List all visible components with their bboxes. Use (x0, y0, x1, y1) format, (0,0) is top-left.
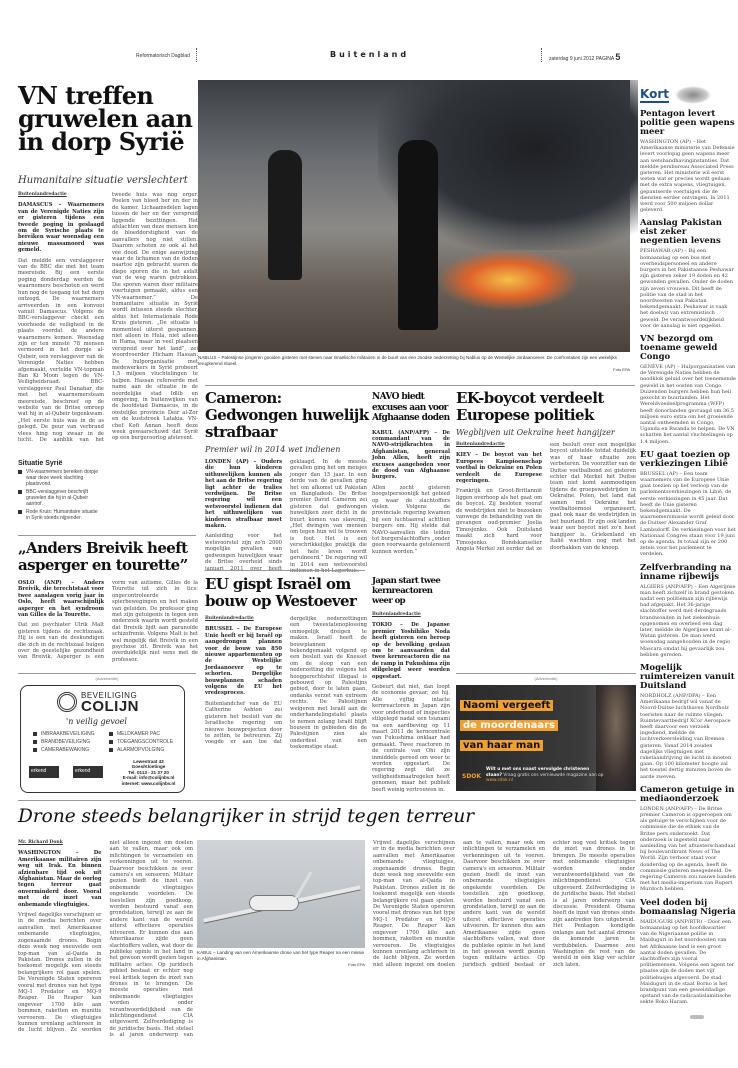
article-cameron-block (205, 389, 370, 574)
news-brief (640, 786, 736, 893)
article-ek (456, 442, 636, 666)
lead: LONDEN (AP) – Ouders die hun kinderen uithuwelijken kunnen als het aan de Britse regering ligt achter de tralies verdwijnen. De Britse regering wil een wetsvoorstel indienen dat het uithuwelijken van kinderen strafbaar moet maken. (205, 459, 282, 530)
date-page (549, 52, 620, 62)
ad-headline-line: de moordenaars (460, 720, 558, 731)
kort-title: Kort (640, 87, 669, 101)
brief-text: LONDEN (ANP/AFP) – De Britse premier Cameron is opgeroepen om als getuige te verschijnen voor de commissie die de ethiek van de Britse pers onderzoekt. Dat onderzoek is ingesteld naar aanleiding van het afluisterschandaal bij boulevardkrant News of The World. Zijn verhoor staat voor donderdag op de agenda, heeft de commissie gisteren meegedeeld. De regering-Cameron zou nauwe banden met het media-imperium van Rupert Murdoch hebben. (640, 805, 736, 893)
lead: TOKIO – De Japanse premier Yoshihiko Noda heeft gisteren een beroep op de bevolking gedaan om te aanvaarden dat twee kernreactoren die na de ramp in Fukushima zijn stilgelegd weer worden opgestart. (372, 622, 450, 680)
paper-name: Reformatorisch Dagblad (136, 53, 190, 59)
colijn-logo-icon (57, 692, 77, 712)
ad-text: Vraag gratis ons vernieuwde magazine aan op (503, 772, 604, 778)
ad-headline-line: Naomi vergeeft (460, 700, 553, 711)
headline-eu: EU gispt Israël om bouw op Westoever (205, 575, 357, 610)
brief-title: VN bezorgd om toename geweld Congo (640, 334, 718, 363)
headline-cameron: Cameron: Gedwongen huwelijk strafbaar (205, 389, 369, 441)
cert-logo-icon: erkend (29, 766, 59, 778)
city: Goes/Kloetinge (131, 764, 166, 770)
email-link[interactable]: E-mail: info@colijnbv.nl (122, 775, 175, 781)
section-title: Buitenland (330, 50, 410, 59)
article-drone-col2 (373, 840, 635, 1040)
byline: Buitenlandredactie (372, 612, 421, 617)
lead: KIEV – De boycot van het Europees Kampioenschap voetbal in Oekraïne en Polen verdeelt de Europese regeringen. (456, 452, 542, 485)
article-japan-block (372, 576, 452, 792)
news-brief (640, 899, 736, 1006)
divider (196, 48, 197, 62)
brief-title: Cameron getuige in mediaonderzoek (640, 784, 735, 804)
headline-breivik: „Anders Breivik heeft asperger en tourette” (18, 539, 188, 574)
fact-item: VN-waarnemers bereiken dorpje waar deze week slachting plaatsvond. (18, 469, 100, 487)
service: INBRAAKBEVEILIGING (33, 731, 108, 737)
article-navo (372, 430, 450, 567)
fire (438, 250, 578, 310)
service: MELDKAMER PAC (109, 731, 184, 737)
headline-japan: Japan start twee kernreactoren weer op (372, 576, 441, 606)
divider (456, 673, 636, 674)
website-link[interactable]: internet: www.colijnbv.nl (121, 780, 176, 786)
subtitle-cameron: Premier wil in 2014 wet indienen (205, 445, 341, 454)
fact-box-title: Situatie Syrië (18, 460, 63, 467)
brand-top: BEVEILIGING (81, 691, 138, 700)
brief-text: BRUSSEL (AP) – Een team waarnemers van de Europese Unie gaat toezien op het verloop van de parlementsverkiezingen in Libië, de eerste verkiezingen in 45 jaar. Dat heeft de Unie gisteren bekendgemaakt. De waarnemersmissie wordt geleid door de Duitser Alexander Graf Lambsdorff. De verkiezingen voor het Nationaal Congres staan voor 19 juni op de agenda. In totaal zijn er 200 zetels voor het parlement te verdelen. (640, 470, 736, 558)
service: ALARMOPVOLGING (109, 747, 184, 753)
divider (18, 535, 196, 536)
brief-text: PESHAWAR (AP) – Bij een bomaanslag op een bus met overheidspersoneel en andere burgers in het Pakistaanse Peshawar zijn gisteren zeker 19 doden en 42 gewonden gevallen. Onder de doden zijn zeven vrouwen. Dit heeft de politie van de stad in het noordwesten van Pakistan bekendgemaakt. Peshawar is vaak het doelwit van extremistisch geweld. De verantwoordelijkheid voor de aanslag is niet opgeëist. (640, 248, 734, 329)
article-eu (205, 616, 367, 792)
body-text: Dat meldde een verslaggever van de BBC die met het team meereisde. Bij een eerste poging donderdag werden de waarnemers beschoten en werd hun nog de toegang tot het dorp ontzegd. De waarnemers arriveerden in een konvooi vanuit Damascus. Volgens de BBC-verslaggever checkt een voorhoede de veiligheid in de plaats voordat de andere waarnemers komen. Woensdag zijn er ten minste 78 mensen vermoord in het dorpje al-Qubeir, een verslaggever van de Verenigde Naties hebben afgemaakt, vertelde VN-topman Ban Ki Moon tegen de VN-Veiligheidsraad. BBC-verslaggever Paul Danahar, die met het waarnemersteam meereisde, beschreef op de website van de Britse omroep wat hij in al-Qubeir tegenkwam. „Het eerste huis was in de as gelegd. De geur van verbrand vlees hing nog zwaar in de lucht. De aanblik van het tweede huis was nog erger. Poelen van bloed her en der in de kamer. Lichaamsdelen lagen tussen de her en der verspreid liggende bezittingen. Het afslachten van deze mensen kon de bloeddorstigheid van de aanvallers nog niet stillen. Daarom schoten ze ook al het vee dood. De enige aanwijzing waar de lichamen van de doden naartoe zijn gebracht waren de diepe sporen die in het asfalt van de weg waren getrokken. Die sporen waren door militaire voertuigen gemaakt, aldus een VN-waarnemer.” De humanitaire situatie in Syrië wordt intussen steeds slechter, aldus het Internationale Rode Kruis gisteren. „De situatie is momenteel uiterst gespannen, niet alleen in Hula, niet alleen in Hama, maar in veel plaatsen verspreid over het land”, zei woordvoerder Hicham Hassan. De hulporganisatie met medewerkers in Syrië probeert 1,5 miljoen vluchtelingen te helpen. Hassan refereerde met name aan de situatie in de noordelijke stad Idlib en omgeving, in buitenwijken van de hoofdstad Damascus, in de oostelijke provincie Deir al-Zor en de kuststreek Latakia. VN-chef Kofi Annan heeft deze week gewaarschuwd dat Syrië op een burgeroorlog afstevent. (18, 192, 198, 444)
sdok-logo: SDOK (462, 773, 482, 780)
world-map-icon (675, 86, 711, 104)
photo-caption (198, 355, 630, 372)
ad-colijn[interactable] (20, 685, 185, 793)
lead: WASHINGTON – De Amerikaanse militairen zijn weg uit Irak. En binnen afzienbare tijd ook uit Afghanistan. Maar de oorlog tegen terreur gaat onverminderd door. Vooral met de inzet van onbemande vliegtuigjes. (18, 850, 102, 908)
fact-item: BBC-verslaggever beschrijft gruwelen die hij in al-Qubeir aantrof. (18, 489, 100, 507)
caption-text: NABLUS – Palestijnse jongeren gooiden gisteren met stenen naar Israëlische militairen in de buurt van een Joodse nederzetting bij Nablus op de Westelijke Jordaanoever. De confrontaties zijn een wekelijks terugkerend ritueel. (198, 355, 617, 366)
person-silhouette (268, 150, 302, 280)
byline: Buitenlandredactie (456, 442, 505, 447)
news-brief (640, 335, 736, 445)
divider (541, 48, 542, 62)
byline: Mr. Richard Donk (18, 840, 63, 845)
body-text: Aanleiding voor het wetsvoorstel zijn zo'n 2000 mogelijke gevallen van gedwongen huwelijken waar de Britse overheid sinds januari 2011 over heeft geklaagd. In de meeste gevallen ging het om meisjes jonger dan 15 jaar. In een derde van de gevallen ging het om afkomst uit Pakistan en Bangladesh. De Britse premier David Cameron zei gisteren dat gedwongen huwelijken zeer dicht in de buurt komen van slavernij. „Het dwingen van mensen om tegen hun wil te trouwen is fout. Het is een verschrikkelijke praktijk die het hele leven wordt geruïneerd.” De regering wil in 2014 een wetsvoorstel indienen in het Lagerhuis. (205, 459, 367, 574)
article-ek-block (456, 390, 641, 666)
body-text: Vrijwel dagelijks verschijnen er in de media berichten over aanvallen met Amerikaanse onbemande vliegtuigjes, zogenaamde drones. Begin deze week nog sneuvelde een top-man van al-Qaida in Pakistan. Drones zullen in de toekomst mogelijk een steeds belangrijkere rol gaan spelen. De Verenigde Staten opereren vooral met drones van het type MQ-1 Predator en MQ-9 Reaper. De Reaper kan ongeveer 1700 kilo aan bommen, raketten en munitie vervoeren. De vliegtuigjes kunnen urenlang achtereen in de lucht blijven. Ze worden niet alleen ingezet om doelen aan te vallen, maar ook om inlichtingen te verzamelen en verkenningen uit te voeren. Daarvoor beschikken ze over camera's en sensoren. Militair gezien biedt de inzet van onbemande vliegtuigjes ongekende voordelen. De toestellen zijn goedkoop, worden bestuurd vanaf een grondstation, terwijl ze aan de andere kant van de wereld uiterst effectieve operaties uitvoeren. Er kunnen dus aan Amerikaanse zijde geen slachtoffers vallen, wat door de publieke opinie in het land in het gewoon wordt gezien tegen militaire acties. Op juridisch gebied bestaat er echter nog veel kritiek tegen de inzet van drones in te brengen. De meeste operaties met onbemande vliegtuigjes worden onder verantwoordelijkheid van de inlichtingendienst CIA uitgevoerd. Zelfverdediging is de juridische basis. Het stelsel is al jaren onderwerp van discussie. President Obama heeft de inzet van drones sinds zijn aantreden fors uitgebreid. Het Pentagon kondigde onlangs aan het aantal drones de komende jaren te verdubbelen. Daarmee zou Washington de rest van de wereld in één klap ver achter zich laten. (373, 840, 636, 968)
brief-text: WASHINGTON (AP) – Het Amerikaanse ministerie van Defensie levert voorlopig geen wapens meer aan wetshandhavinginstanties. Dat meldde persbureau Associated Press gisteren. Het ministerie wil eerst weten wat er precies wordt gedaan met de extra wapens, vliegtuigen, gepantserde voertuigen die de diensten eerder ontvingen. In 2011 werd voor 500 miljoen dollar geleverd. (640, 139, 735, 214)
ad-text-bold: Wilt u met ons naast vervolgde christenen staan? (486, 767, 590, 778)
article-eu-block (205, 576, 370, 792)
person-silhouette (398, 140, 438, 330)
article-breivik (18, 580, 198, 668)
news-brief (640, 219, 736, 329)
brief-title: EU gaat toezien op verkiezingen Libië (640, 449, 730, 469)
headline-ek: EK-boycot verdeelt Europese politiek (456, 389, 604, 424)
article-drone-col1 (18, 840, 193, 1040)
page-marker (690, 1015, 704, 1019)
brief-title: Veel doden bij bomaanslag Nigeria (640, 897, 736, 917)
headline-drone: Drone steeds belangrijker in strijd tegen terreur (18, 806, 475, 827)
photo-nablus (198, 80, 630, 352)
brand-name: COLIJN (81, 698, 140, 715)
service: BRANDBEVEILIGING (33, 739, 108, 745)
divider (18, 800, 636, 801)
lead: DAMASCUS – Waarnemers van de Verenigde Naties zijn er gisteren tijdens een tweede poging in geslaagd om de Syrische plaats te bereiken waar woensdag een nieuwe massamoord was gemeld. (18, 202, 104, 254)
address: Lewestraat 43 (133, 759, 164, 764)
lead: KABUL (ANP/AFP) – De commandant van de NAVO-strijdkrachten in Afghanistan, generaal John Allen, heeft zijn excuses aangeboden voor de dood van Afghaanse burgers. (372, 429, 450, 481)
news-briefs (640, 86, 736, 1046)
article-syria (18, 192, 198, 456)
brief-text: ALGIERS (ANP/AFP) – Een Algerijnse man heeft zichzelf in brand gestoken nadat een politieman zijn rijbewijs had afgepakt. Het 36-jarige slachtoffer werd met derdegraads brandwonden in het ziekenhuis opgenomen en overleed een dag later, meldde de Algerijnse krant al-Watan gisteren. De man werd woensdag aangehouden in de regio Mascara omdat hij gevaarlijk zou hebben gereden. (640, 583, 736, 658)
body-text: Gebeurt dat niet, dan loopt de economie gevaar, zei hij. Alle vijftig intacte kernreactoren in Japan zijn voor onderhoud of inspecties stilgelegd nadat een tsunami na een aardbeving op 11 maart 2011 de kerncentrale van Fukushima onklaar had gemaakt. Twee reactoren in de centrale van Ohi zijn inmiddels gereed om weer te worden opgestart. De regering zegt dat ze veiligheidsmaatregelen heeft genomen, maar het publiek heeft weinig vertrouwen in. (372, 684, 450, 793)
ad-url[interactable]: www.sdok.nl (486, 778, 513, 784)
news-brief (640, 451, 736, 558)
news-brief (640, 664, 736, 780)
brief-title: Mogelijk ruimtereizen vanuit Duitsland (640, 663, 735, 691)
fact-box-syria (18, 460, 100, 523)
divider (205, 385, 635, 386)
body-text: Allen zocht gisteren hoogstpersoonlijk het gebied op waar de slachtoffers vielen. Volgens de provinciale regering kwamen bij een luchtaanval achttien burgers om. Hij stelde dat NAVO-aanvallen die leiden tot burgerslachtoffers „onder geen voorwaarde getolereerd kunnen worden.” (372, 484, 450, 555)
headline-navo: NAVO biedt excuses aan voor Afghaanse doden (372, 392, 450, 423)
news-brief (640, 564, 736, 658)
date: zaterdag 9 juni 2012 PAGINA (549, 56, 614, 62)
cert-logo-icon: erkend (73, 766, 103, 778)
fact-item: Rode Kruis: Humanitaire situatie in Syrië steeds nijpender. (18, 509, 100, 521)
brief-title: Zelfverbranding na inname rijbewijs (640, 562, 732, 582)
divider (205, 570, 365, 571)
byline: Buitenlandredactie (18, 192, 67, 197)
ad-label: (Advertentie) (95, 676, 119, 681)
byline: Buitenlandredactie (205, 616, 254, 621)
caption-text: KABUL – Landing van een Amerikaanse drone van het type Reaper na een missie in Afghanistan. (197, 950, 365, 961)
photo-credit: Foto EPA (348, 961, 365, 967)
drone-photo-caption (197, 950, 365, 967)
article-cameron (205, 459, 367, 574)
service: CAMERABEWAKING (33, 747, 108, 753)
body-text: Vrijwel dagelijks verschijnen er in de media berichten over aanvallen met Amerikaanse onbemande vliegtuigjes, zogenaamde drones. Begin deze week nog sneuvelde een top-man van al-Qaida in Pakistan. Drones zullen in de toekomst mogelijk een steeds belangrijkere rol gaan spelen. De Verenigde Staten opereren vooral met drones van het type MQ-1 Predator en MQ-9 Reaper. De Reaper kan ongeveer 1700 kilo aan bommen, raketten en munitie vervoeren. De vliegtuigjes kunnen urenlang achtereen in de lucht blijven. Ze worden niet alleen ingezet om doelen aan te vallen, maar ook om inlichtingen te verzamelen en verkenningen uit te voeren. Daarvoor beschikken ze over camera's en sensoren. Militair gezien biedt de inzet van onbemande vliegtuigjes ongekende voordelen. De toestellen zijn goedkoop, worden bestuurd vanaf een grondstation, terwijl ze aan de andere kant van de wereld uiterst effectieve operaties uitvoeren. Er kunnen dus aan Amerikaanse zijde geen slachtoffers vallen, wat door de publieke opinie in het land in het gewoon wordt gezien tegen militaire acties. Op juridisch gebied bestaat er echter nog veel kritiek tegen de inzet van drones in te brengen. De meeste operaties met onbemande vliegtuigjes worden onder verantwoordelijkheid van de inlichtingendienst CIA uitgevoerd. Zelfverdediging is de juridische basis. Het stelsel is al jaren onderwerp van (18, 840, 193, 1039)
article-japan (372, 612, 450, 792)
photo-drone (197, 840, 365, 948)
article-breivik-block (18, 540, 198, 668)
ad-headline-line: van haar man (460, 740, 543, 751)
ad-label: (Advertentie) (534, 676, 558, 681)
page-number: 5 (615, 52, 621, 62)
body-text: Buitenlandchef van de EU Catherine Ashton zei gisteren het besluit van de Israëlische regering om nieuwe bouwprojecten door te zetten, te betreuren. Zij voegde er aan toe dat dergelijke nederzettingen een tweestatenoplossing onmogelijk dreigen te maken. Israël heeft de bouwplannen bekendgemaakt volgend op een besluit van de Knesset om de sloop van een nederzetting die volgens het hooggerechtshof illegaal is gebouwd op Palestijns gebied, door te laten gaan, ondanks verzet van extreem rechts. De Palestijnen weigeren met Israël aan de onderhandelingstafel plaats te nemen zolang Israël blijft bouwen in gebieden die de Palestijnen zien als onderdeel van een toekomstige staat. (205, 616, 367, 751)
subtitle-ek: Wegblijven uit Oekraïne heet hangijzer (456, 428, 615, 437)
drone-body (249, 895, 299, 911)
service: TOEGANGSCONTROLE (109, 739, 184, 745)
body-text: Dat zei psychiater Ulrik Malt gisteren tijdens de rechtszaak. Hij is een van de deskundigen die zich in de rechtszaal buigen over de geestelijke gezondheid van Breivik. Asperger is een vorm van autisme. Gilles de la Tourette uit zich in tics: ongecontroleerde spierbewegingen en het maken van geluiden. De professor ging met zijn getuigenis in tegen een onderzoek waarin wordt gesteld dat Breivik lijdt aan paranoïde schizofrenie. Volgens Malt is het wel mogelijk dat Breivik in een psychose zit. Breivik was het overduidelijk niet eens met de professor. (18, 580, 198, 663)
brief-text: GENÈVE (AP) – Hulporganisaties van de Verenigde Naties hebben de noodklok geluid over het toenemende geweld in het oosten van Congo. Duizenden burgers hebben hun heil gezocht in buurlanden. Het Wereldvoedselprogramma (WFP) heeft donorlanden gevraagd om 36,5 miljoen euro extra om het groeiende aantal ontheemden in Congo, Uganda en Rwanda te helpen. De VN schatten het aantal vluchtelingen op 1,4 miljoen. (640, 364, 736, 445)
brief-title: Pentagon levert politie geen wapens meer (640, 109, 735, 137)
divider (18, 673, 196, 674)
headline-syria: VN treffen gruwelen aan in dorp Syrië (18, 81, 193, 156)
slogan: 'n veilig gevoel (66, 717, 127, 726)
phone: Tel. 0113 - 21 37 20 (128, 769, 169, 775)
subtitle-syria: Humanitaire situatie verslechtert (18, 175, 188, 186)
ad-sdok[interactable] (456, 685, 636, 791)
article-syria-block (18, 81, 198, 456)
drone-tail (295, 871, 313, 898)
brief-text: NORDHOLZ (ANP/DPA) – Een Amerikaans bedrijf wil vanaf de Noord-Duitse luchthaven Nordholz toeristen naar de ruimte vliegen. Ruimtevaartbedrijf XCor Aerospace heeft daarvoor een verzoek ingediend, meldde de luchtverkeersleiding van Bremen gisteren. Vanaf 2014 zouden dagelijks vliegtuigen met raketaandrijving de lucht in moeten gaan. Op 100 kilometer hoogte zal het toestel dertig minuten boven de aarde zweven. (640, 693, 732, 780)
lead: BRUSSEL – De Europese Unie heeft er bij Israël op aangedrongen plannen voor de bouw van 850 nieuwe appartementen op de Westelijke Jordaanoever op te schorten. Dergelijke bouwplannen schaden volgens de EU het vredesproces. (205, 626, 282, 697)
lead: OSLO (ANP) – Anders Breivik, die terechtstaat voor twee aanslagen vorig jaar in Oslo, heeft waarschijnlijk asperger en het syndroom van Gilles de la Tourette. (18, 580, 104, 619)
body-text: Frankrijk en Groot-Brittannië liggen overhoop als het gaat om de boycot. Zij besloten vooraf de wedstrijden niet te bezoeken vanwege de behandeling van de gevangen oud-premier Joelia Timosjenko. Ook Duitsland maakt zich hard voor Timosjenko. Bondskanselier Angela Merkel zei eerder dat ze een besluit over een mogelijke boycot uitstelde totdat duidelijk was of haar situatie zou verbeteren. De voorzitter van de Duitse voetbalbond zei gisteren echter dat Merkel het Duitse team niet komt aanmoedigen tijdens de groepswedstrijden in Oekraïne. Polen, het land dat samen met Oekraïne het voetbaltoernooi organiseert, gaat ook naar de wedstrijden in het buurland. Er zijn ook landen waar een boycot niet zo'n heet hangijzer is. Griekenland en Italië wachten nog met het doorhakken van de knoop. (456, 442, 636, 553)
article-navo-block (372, 392, 452, 566)
news-brief (640, 110, 736, 213)
photo-credit: Foto EPA (613, 366, 630, 372)
brief-title: Aanslag Pakistan eist zeker negentien levens (640, 218, 722, 247)
brief-text: MAIDUGURI (ANP/RTR) – Door een bomaanslag op het hoofdkwartier van de Nigeriaanse politie in Maiduguri in het noordoosten van het Afrikaanse land is een groot aantal doden gevallen. De slachtoffers zijn vooral politiemensen. Volgens een agent ter plaatse zijn de doden met vijf politiebusjes afgevoerd. De stad Maiduguri in de staat Borno is het brandpunt van een gewelddadige opstand van de radicaalislamitische sekte Boko Haram. (640, 918, 735, 1006)
